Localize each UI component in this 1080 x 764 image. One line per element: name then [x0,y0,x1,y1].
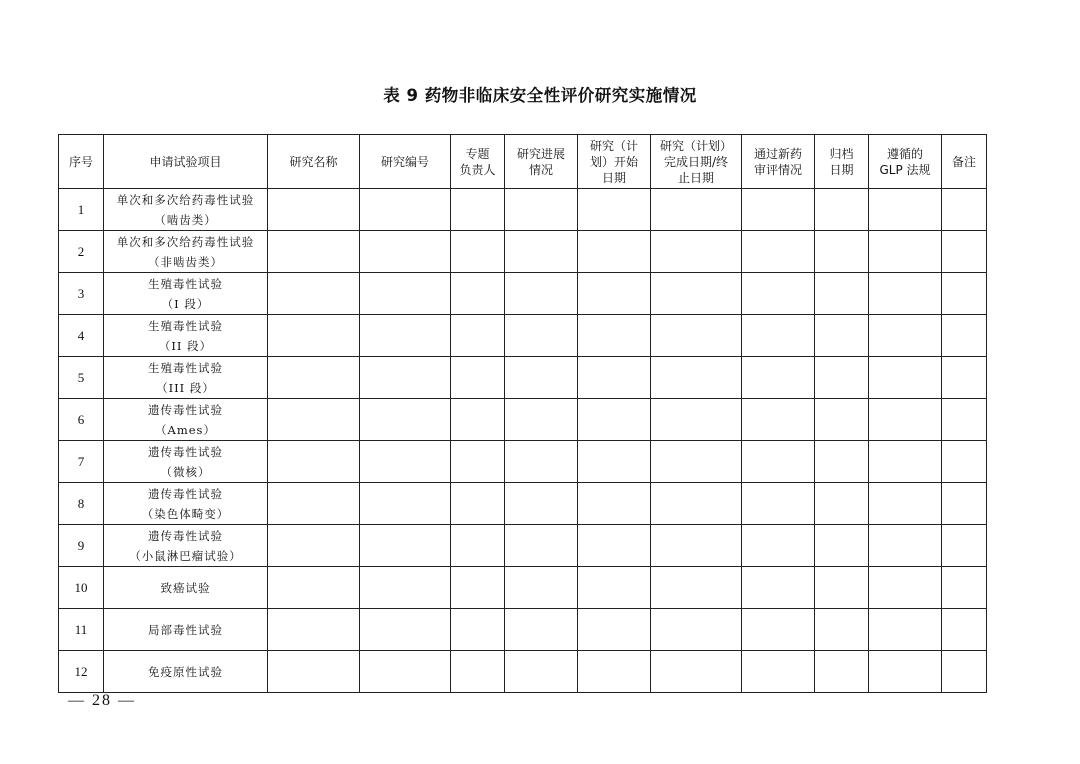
test-item-line: （非啮齿类） [148,254,223,269]
test-item-line: （啮齿类） [154,212,217,227]
empty-cell[interactable] [505,567,578,609]
empty-cell[interactable] [268,651,360,693]
empty-cell[interactable] [815,231,869,273]
empty-cell[interactable] [869,357,942,399]
header-row [59,135,987,189]
empty-cell[interactable] [268,273,360,315]
empty-cell[interactable] [651,399,742,441]
table-row [59,315,987,357]
empty-cell[interactable] [451,273,505,315]
empty-cell[interactable] [505,609,578,651]
empty-cell[interactable] [360,315,451,357]
empty-cell[interactable] [505,189,578,231]
test-item-line: （II 段） [158,338,213,353]
empty-cell[interactable] [815,441,869,483]
empty-cell[interactable] [360,399,451,441]
test-item-cell [104,609,268,651]
empty-cell[interactable] [505,273,578,315]
column-header-line: 研究（计划） [659,138,732,153]
page-number: — 28 — [68,692,136,709]
row-number: 2 [59,231,104,273]
table-row [59,273,987,315]
empty-cell[interactable] [742,357,815,399]
test-item-cell [104,273,268,315]
empty-cell[interactable] [651,231,742,273]
empty-cell[interactable] [451,609,505,651]
empty-cell[interactable] [815,273,869,315]
column-header-line: 情况 [528,162,553,177]
empty-cell[interactable] [815,357,869,399]
test-item-cell [104,567,268,609]
empty-cell[interactable] [742,525,815,567]
empty-cell[interactable] [742,441,815,483]
test-item-cell [104,399,268,441]
column-header [651,135,742,189]
empty-cell[interactable] [268,525,360,567]
column-header [815,135,869,189]
empty-cell[interactable] [942,357,987,399]
test-item-line: 单次和多次给药毒性试验 [116,192,255,207]
empty-cell[interactable] [451,483,505,525]
empty-cell[interactable] [651,609,742,651]
row-number: 8 [59,483,104,525]
test-item-line: 生殖毒性试验 [148,276,223,291]
column-header [578,135,651,189]
column-header-line: 研究名称 [289,154,338,169]
test-item-line: 局部毒性试验 [148,622,223,637]
test-item-cell [104,189,268,231]
empty-cell[interactable] [505,399,578,441]
column-header-line: 备注 [951,154,976,169]
row-number: 12 [59,651,104,693]
test-item-line: 遗传毒性试验 [148,528,223,543]
test-item-line: （Ames） [155,422,216,437]
empty-cell[interactable] [742,483,815,525]
empty-cell[interactable] [360,441,451,483]
empty-cell[interactable] [268,189,360,231]
table-row [59,483,987,525]
empty-cell[interactable] [869,483,942,525]
empty-cell[interactable] [869,609,942,651]
empty-cell[interactable] [742,399,815,441]
empty-cell[interactable] [742,651,815,693]
column-header-line: 日期 [829,162,854,177]
empty-cell[interactable] [815,189,869,231]
empty-cell[interactable] [451,231,505,273]
study-table [58,134,987,693]
empty-cell[interactable] [268,357,360,399]
empty-cell[interactable] [815,483,869,525]
column-header [360,135,451,189]
empty-cell[interactable] [578,651,651,693]
empty-cell[interactable] [578,231,651,273]
empty-cell[interactable] [742,567,815,609]
column-header-line: 划）开始 [589,154,638,169]
empty-cell[interactable] [505,231,578,273]
empty-cell[interactable] [451,441,505,483]
empty-cell[interactable] [942,273,987,315]
empty-cell[interactable] [268,441,360,483]
empty-cell[interactable] [451,651,505,693]
test-item-line: 免疫原性试验 [148,664,223,679]
empty-cell[interactable] [578,441,651,483]
empty-cell[interactable] [505,483,578,525]
empty-cell[interactable] [942,399,987,441]
empty-cell[interactable] [942,441,987,483]
empty-cell[interactable] [268,231,360,273]
row-number: 5 [59,357,104,399]
empty-cell[interactable] [505,357,578,399]
empty-cell[interactable] [651,441,742,483]
empty-cell[interactable] [268,399,360,441]
empty-cell[interactable] [651,483,742,525]
row-number: 6 [59,399,104,441]
column-header-line: 负责人 [459,162,496,177]
test-item-line: 遗传毒性试验 [148,444,223,459]
table-row [59,441,987,483]
empty-cell[interactable] [360,651,451,693]
empty-cell[interactable] [578,567,651,609]
empty-cell[interactable] [578,525,651,567]
empty-cell[interactable] [869,399,942,441]
empty-cell[interactable] [869,651,942,693]
test-item-line: （染色体畸变） [141,506,230,521]
test-item-line: （I 段） [161,296,210,311]
empty-cell[interactable] [451,567,505,609]
empty-cell[interactable] [578,483,651,525]
empty-cell[interactable] [360,525,451,567]
empty-cell[interactable] [505,525,578,567]
test-item-line: 生殖毒性试验 [148,318,223,333]
empty-cell[interactable] [651,273,742,315]
empty-cell[interactable] [742,231,815,273]
column-header [59,135,104,189]
column-header [268,135,360,189]
test-item-line: 致癌试验 [160,580,211,595]
empty-cell[interactable] [742,189,815,231]
test-item-cell [104,315,268,357]
empty-cell[interactable] [578,315,651,357]
empty-cell[interactable] [815,567,869,609]
empty-cell[interactable] [869,441,942,483]
column-header-line: 研究（计 [589,138,638,153]
column-header-line: 完成日期/终 [663,154,729,169]
empty-cell[interactable] [505,441,578,483]
empty-cell[interactable] [360,567,451,609]
empty-cell[interactable] [505,315,578,357]
table-row [59,567,987,609]
test-item-line: （III 段） [156,380,215,395]
test-item-cell [104,441,268,483]
table-row [59,525,987,567]
empty-cell[interactable] [742,315,815,357]
empty-cell[interactable] [360,273,451,315]
empty-cell[interactable] [942,315,987,357]
table-row [59,399,987,441]
column-header [869,135,942,189]
empty-cell[interactable] [451,399,505,441]
column-header-line: 申请试验项目 [149,154,222,169]
row-number: 7 [59,441,104,483]
empty-cell[interactable] [268,315,360,357]
row-number: 11 [59,609,104,651]
column-header-line: 序号 [68,154,93,169]
empty-cell[interactable] [268,609,360,651]
column-header [742,135,815,189]
empty-cell[interactable] [578,357,651,399]
empty-cell[interactable] [268,567,360,609]
column-header [104,135,268,189]
empty-cell[interactable] [869,525,942,567]
empty-cell[interactable] [505,651,578,693]
test-item-line: 生殖毒性试验 [148,360,223,375]
row-number: 4 [59,315,104,357]
empty-cell[interactable] [578,273,651,315]
empty-cell[interactable] [360,231,451,273]
column-header [942,135,987,189]
column-header-line: 审评情况 [753,162,802,177]
test-item-line: （小鼠淋巴瘤试验） [129,548,242,563]
row-number: 10 [59,567,104,609]
empty-cell[interactable] [578,609,651,651]
column-header-line: 止日期 [677,170,714,185]
test-item-line: 遗传毒性试验 [148,486,223,501]
row-number: 3 [59,273,104,315]
empty-cell[interactable] [869,567,942,609]
column-header-line: 研究进展 [516,146,565,161]
empty-cell[interactable] [451,357,505,399]
empty-cell[interactable] [451,525,505,567]
column-header-line: 遵循的 [886,146,923,161]
column-header-line: 研究编号 [380,154,429,169]
empty-cell[interactable] [742,609,815,651]
empty-cell[interactable] [942,189,987,231]
empty-cell[interactable] [942,609,987,651]
empty-cell[interactable] [651,651,742,693]
empty-cell[interactable] [651,357,742,399]
row-number: 9 [59,525,104,567]
test-item-line: 遗传毒性试验 [148,402,223,417]
column-header-line: GLP 法规 [879,162,931,177]
empty-cell[interactable] [869,273,942,315]
empty-cell[interactable] [651,567,742,609]
empty-cell[interactable] [942,525,987,567]
test-item-line: （微核） [160,464,211,479]
test-item-cell [104,651,268,693]
empty-cell[interactable] [942,567,987,609]
column-header-line: 归档 [829,146,854,161]
empty-cell[interactable] [742,273,815,315]
empty-cell[interactable] [451,189,505,231]
empty-cell[interactable] [360,189,451,231]
empty-cell[interactable] [360,609,451,651]
empty-cell[interactable] [815,399,869,441]
empty-cell[interactable] [815,609,869,651]
empty-cell[interactable] [651,189,742,231]
test-item-cell [104,483,268,525]
table-title: 表 9 药物非临床安全性评价研究实施情况 [383,86,697,105]
empty-cell[interactable] [942,483,987,525]
column-header [505,135,578,189]
empty-cell[interactable] [942,231,987,273]
test-item-cell [104,231,268,273]
empty-cell[interactable] [651,525,742,567]
test-item-line: 单次和多次给药毒性试验 [116,234,255,249]
empty-cell[interactable] [360,357,451,399]
empty-cell[interactable] [578,189,651,231]
table-row [59,651,987,693]
empty-cell[interactable] [869,231,942,273]
empty-cell[interactable] [815,525,869,567]
empty-cell[interactable] [268,483,360,525]
table-row [59,609,987,651]
empty-cell[interactable] [869,189,942,231]
test-item-cell [104,525,268,567]
table-row [59,357,987,399]
empty-cell[interactable] [942,651,987,693]
table-row [59,189,987,231]
column-header-line: 专题 [465,146,490,161]
column-header [451,135,505,189]
empty-cell[interactable] [815,315,869,357]
column-header-line: 通过新药 [753,146,802,161]
empty-cell[interactable] [360,483,451,525]
empty-cell[interactable] [578,399,651,441]
table-row [59,231,987,273]
empty-cell[interactable] [869,315,942,357]
row-number: 1 [59,189,104,231]
empty-cell[interactable] [815,651,869,693]
empty-cell[interactable] [651,315,742,357]
column-header-line: 日期 [601,170,626,185]
test-item-cell [104,357,268,399]
empty-cell[interactable] [451,315,505,357]
